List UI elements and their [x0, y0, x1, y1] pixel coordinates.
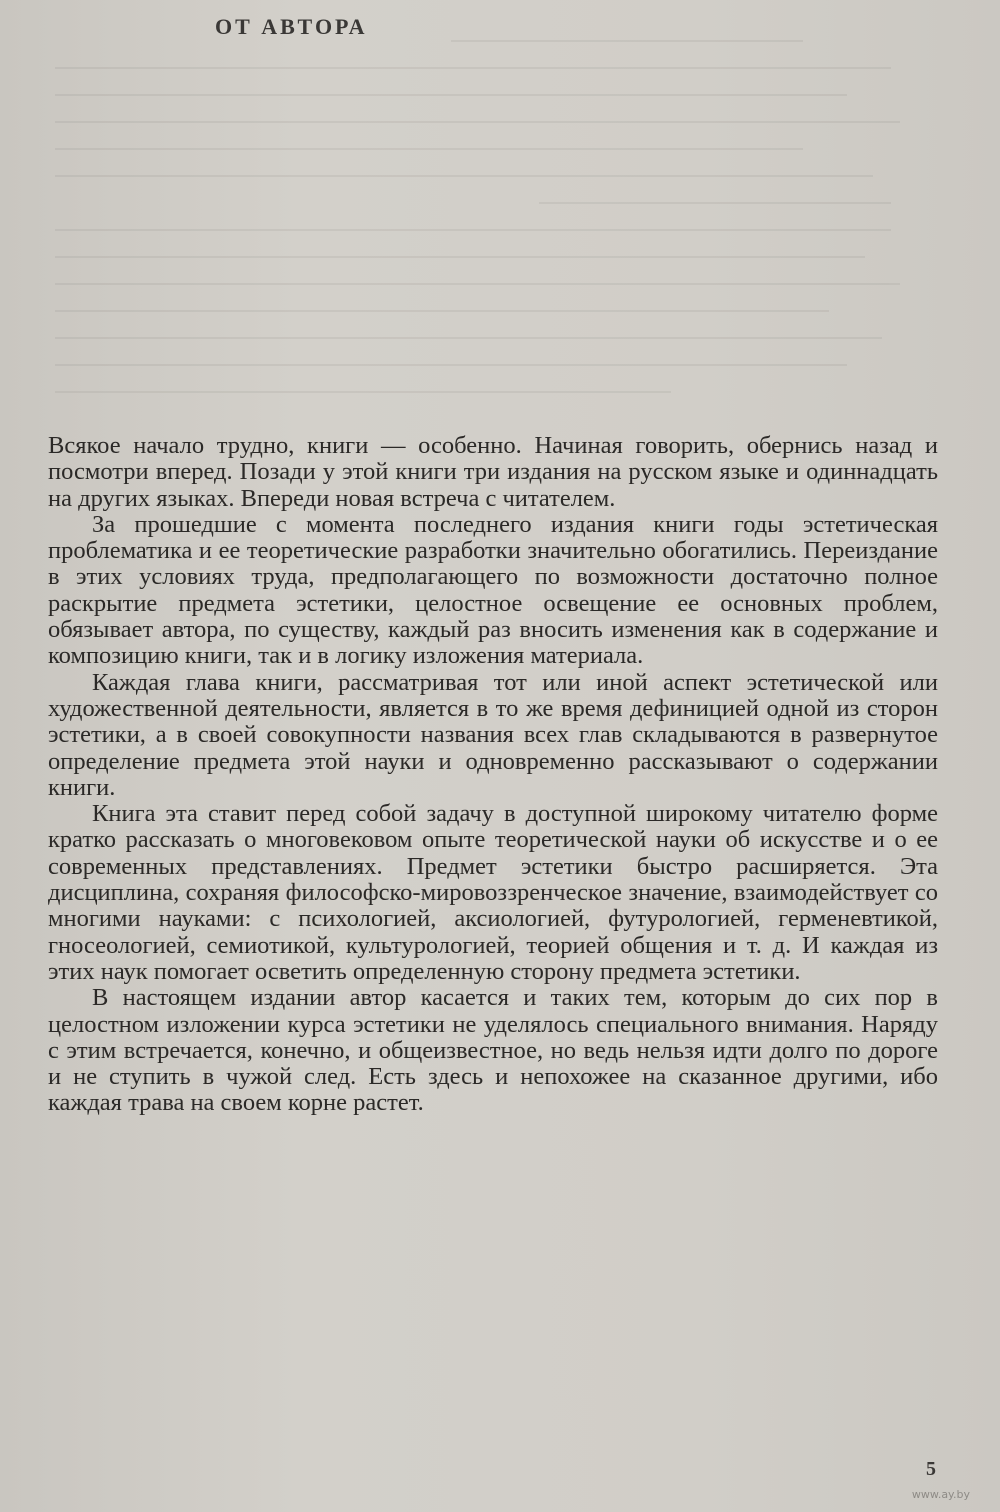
- page-heading: ОТ АВТОРА: [215, 14, 368, 39]
- body-text: [48, 433, 938, 1117]
- show-through-text: [55, 40, 935, 430]
- watermark: www.ay.by: [911, 1488, 970, 1501]
- paragraph: Книга эта ставит перед собой задачу в доступной широкому читателю форме кратко рассказать о многовековом опыте теоретической науки об искусстве и о ее современных представлениях. Предмет эстетики быстро расширяется. Эта дисциплина, сохраняя философско-мировоззренческое значение, взаимодействует со многими науками: с психологией, аксиологией, футурологией, герменевтикой, гносеологией, семиотикой, культурологией, теорией общения и т. д. И каждая из этих наук помогает осветить определенную сторону предмета эстетики.: [48, 800, 938, 985]
- paragraph: Всякое начало трудно, книги — особенно. Начиная говорить, обернись назад и посмотри вперед. Позади у этой книги три издания на русском языке и одиннадцать на других языках. Впереди новая встреча с читателем.: [48, 432, 938, 512]
- paragraph: Каждая глава книги, рассматривая тот или иной аспект эстетической или художественной деятельности, является в то же время дефиницией одной из сторон эстетики, а в своей совокупности названия всех глав складываются в развернутое определение предмета этой науки и одновременно рассказывают о содержании книги.: [48, 668, 938, 801]
- page-number: 5: [926, 1458, 936, 1480]
- paragraph: За прошедшие с момента последнего издания книги годы эстетическая проблематика и ее теоретические разработки значительно обогатились. Переиздание в этих условиях труда, предполагающего по возможности достаточно полное раскрытие предмета эстетики, целостное освещение ее основных проблем, обязывает автора, по существу, каждый раз вносить изменения как в содержание и композицию книги, так и в логику изложения материала.: [48, 510, 938, 670]
- paragraph: В настоящем издании автор касается и таких тем, которым до сих пор в целостном изложении курса эстетики не уделялось специального внимания. Наряду с этим встречается, конечно, и общеизвестное, но ведь нельзя идти долго по дороге и не ступить в чужой след. Есть здесь и непохожее на сказанное другими, ибо каждая трава на своем корне растет.: [48, 984, 938, 1117]
